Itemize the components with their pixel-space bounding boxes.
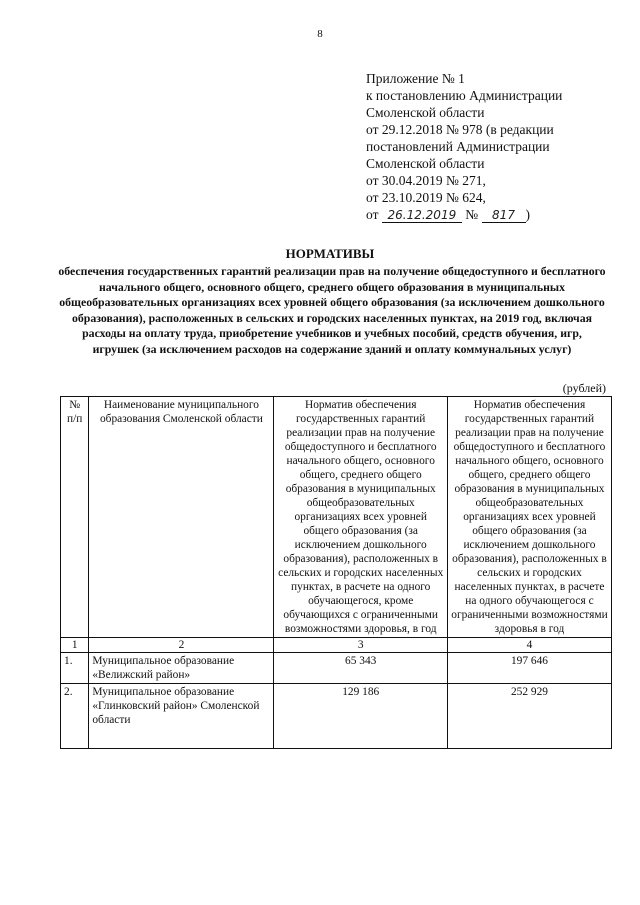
appendix-block: [366, 70, 562, 223]
column-number: 4: [447, 638, 611, 653]
appendix-line: постановлений Администрации: [366, 139, 550, 154]
row-value-general: 129 186: [274, 684, 447, 749]
header-cell-normative-hia: Норматив обеспечения государственных гарантий реализации прав на получение общедоступного и бесплатного начального общего, основного общего, среднего общего образования в муниципальных общеобразовательных организациях всех уровней общего образования (за исключением дошкольного образования), расположенных в сельских и городских населенных пунктах, в расчете на одного обучающегося с ограниченными возможностями здоровья в год: [447, 397, 611, 638]
unit-label: (рублей): [562, 381, 606, 395]
header-cell-normative: Норматив обеспечения государственных гарантий реализации прав на получение общедоступного и бесплатного начального общего, основного общего, среднего общего образования в муниципальных общеобразовательных организациях всех уровней общего образования (за исключением дошкольного образования), расположенных в сельских и городских населенных пунктах, в расчете на одного обучающегося, кроме обучающихся с ограниченными возможностями здоровья, в год: [274, 397, 447, 638]
appendix-line: от 29.12.2018 № 978 (в редакции: [366, 122, 554, 137]
document-title: НОРМАТИВЫ: [285, 246, 375, 261]
closing-paren: ): [525, 207, 530, 222]
row-municipality: Муниципальное образование «Глинковский район» Смоленской области: [89, 684, 274, 749]
column-number: 1: [61, 638, 89, 653]
row-value-general: 65 343: [274, 653, 447, 684]
appendix-last-line: [366, 206, 562, 223]
table-row: [61, 684, 612, 749]
header-cell-number: № п/п: [61, 397, 89, 638]
appendix-line: Смоленской области: [366, 105, 485, 120]
document-subtitle: обеспечения государственных гарантий реализации прав на получение общедоступного и бесплатного начального общего, основного общего, среднего общего образования в муниципальных общеобразовательных организациях всех уровней общего образования (за исключением дошкольного образования), расположенных в сельских и городских населенных пунктах, на 2019 год, включая расходы на оплату труда, приобретение учебников и учебных пособий, средств обучения, игр, игрушек (за исключением расходов на содержание зданий и оплату коммунальных услуг): [58, 264, 606, 356]
column-number: 2: [89, 638, 274, 653]
row-number: 2.: [61, 684, 89, 749]
header-cell-name: Наименование муниципального образования Смоленской области: [89, 397, 274, 638]
appendix-line: Приложение № 1: [366, 71, 465, 86]
table-header-row: [61, 397, 612, 638]
number-sign: №: [465, 207, 479, 222]
handwritten-date: 26.12.2019: [382, 209, 462, 223]
appendix-line: к постановлению Администрации: [366, 88, 563, 103]
row-number: 1.: [61, 653, 89, 684]
column-number: 3: [274, 638, 447, 653]
row-value-hia: 197 646: [447, 653, 611, 684]
handwritten-number: 817: [482, 209, 526, 223]
row-municipality: Муниципальное образование «Велижский район»: [89, 653, 274, 684]
normatives-table: [60, 396, 612, 749]
appendix-line: Смоленской области: [366, 156, 485, 171]
column-number-row: [61, 638, 612, 653]
date-prefix: от: [366, 207, 379, 222]
row-value-hia: 252 929: [447, 684, 611, 749]
table-row: [61, 653, 612, 684]
page-number: 8: [317, 28, 323, 40]
appendix-line: от 30.04.2019 № 271,: [366, 173, 486, 188]
appendix-line: от 23.10.2019 № 624,: [366, 190, 486, 205]
